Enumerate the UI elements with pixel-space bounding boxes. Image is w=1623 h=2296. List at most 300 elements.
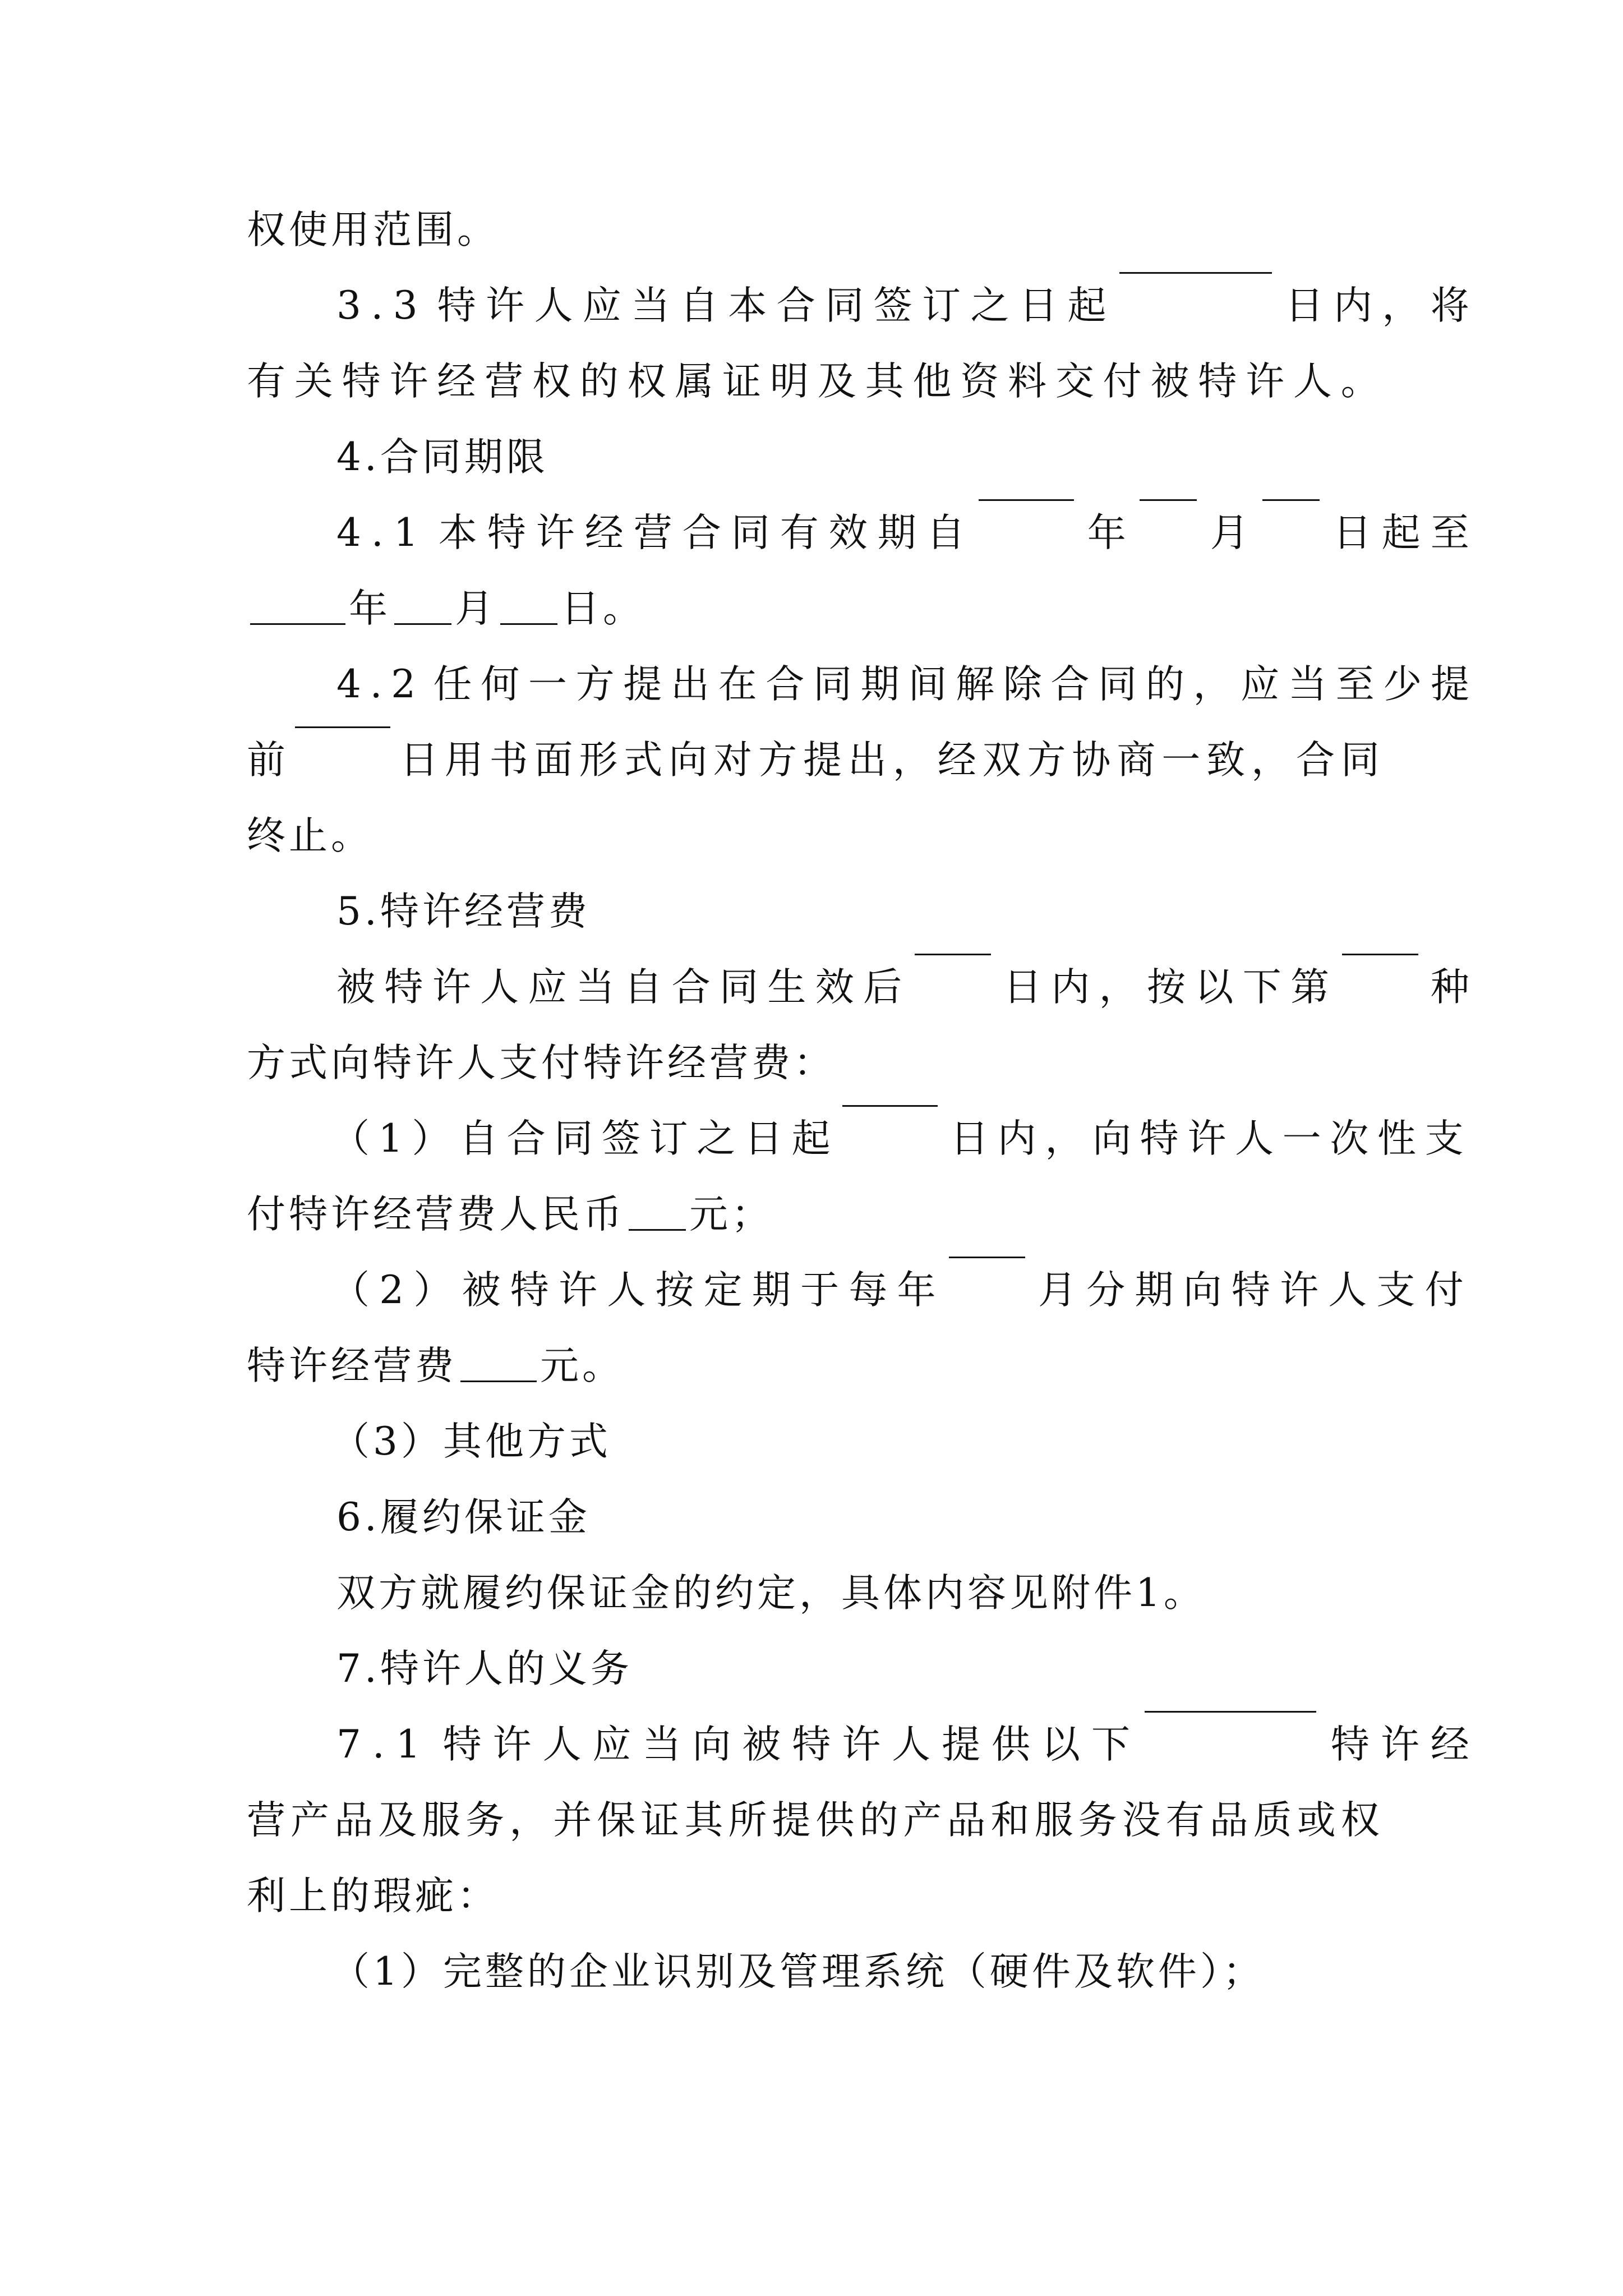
glyph: 应 — [1241, 662, 1280, 707]
glyph: 业 — [611, 1949, 653, 1994]
fill-in-blank — [842, 1105, 938, 1107]
paragraph-deposit — [247, 1559, 1469, 1627]
glyph: 特 — [384, 965, 423, 1010]
glyph: 间 — [908, 662, 947, 707]
glyph: 合 — [506, 1116, 546, 1161]
glyph: 许 — [625, 1041, 667, 1085]
glyph: ） — [412, 1116, 451, 1161]
glyph: ， — [1045, 1116, 1084, 1161]
glyph: 同 — [720, 965, 758, 1010]
glyph: 质 — [1253, 1798, 1292, 1843]
glyph: 营 — [633, 510, 672, 555]
clause-3-3 — [247, 272, 1469, 339]
glyph: . — [372, 1722, 385, 1767]
glyph: 书 — [489, 738, 528, 783]
glyph: 许 — [432, 965, 471, 1010]
glyph: 少 — [1383, 662, 1422, 707]
glyph: 有 — [780, 510, 819, 555]
glyph: 被 — [462, 1268, 501, 1313]
glyph: 完 — [442, 1949, 485, 1994]
glyph: 统 — [905, 1949, 948, 1994]
glyph: 定 — [703, 1268, 743, 1313]
glyph: 特 — [1330, 1722, 1370, 1767]
clause-4-2 — [247, 651, 1469, 718]
glyph: 合 — [1295, 738, 1335, 783]
glyph: 约 — [422, 1495, 464, 1540]
glyph: 理 — [821, 1949, 864, 1994]
glyph: 。 — [1163, 1571, 1206, 1616]
glyph: （ — [331, 1949, 373, 1994]
clause-4-1 — [247, 499, 1469, 567]
glyph: 权 — [1340, 1798, 1380, 1843]
glyph: 式 — [569, 1419, 611, 1464]
glyph: 每 — [849, 1268, 888, 1313]
fee-option-2 — [247, 1257, 1464, 1324]
clause-7-1 — [247, 1711, 1469, 1778]
glyph: 期 — [1135, 1268, 1174, 1313]
section-heading-5 — [247, 878, 1469, 945]
glyph: 终 — [247, 813, 289, 858]
glyph: （ — [331, 1116, 370, 1161]
glyph: 的 — [506, 1646, 548, 1691]
glyph: 月 — [1038, 1268, 1077, 1313]
fill-in-blank — [915, 954, 991, 955]
glyph: ， — [1099, 965, 1138, 1010]
glyph: 付 — [541, 1041, 583, 1085]
glyph: 服 — [422, 1798, 461, 1843]
glyph: 7 — [336, 1646, 365, 1691]
glyph: 同 — [731, 510, 770, 555]
glyph: 面 — [534, 738, 573, 783]
glyph: 软 — [1115, 1949, 1158, 1994]
glyph: 1 — [378, 1116, 403, 1161]
glyph: 生 — [767, 965, 806, 1010]
glyph: 被 — [336, 965, 375, 1010]
glyph: 使 — [289, 208, 331, 252]
glyph: 经 — [937, 738, 976, 783]
glyph: （ — [331, 1268, 370, 1313]
glyph: 其 — [684, 1798, 723, 1843]
glyph: 属 — [675, 359, 714, 404]
glyph: 容 — [967, 1571, 1009, 1616]
obligation-item-1 — [247, 1938, 1464, 2005]
glyph: 证 — [589, 1571, 631, 1616]
glyph: 当 — [575, 965, 615, 1010]
glyph: 式 — [624, 738, 663, 783]
glyph: 4 — [336, 510, 361, 555]
glyph: 约 — [505, 1571, 547, 1616]
glyph: 关 — [294, 359, 333, 404]
glyph: 权 — [627, 359, 666, 404]
glyph: 同 — [554, 1116, 593, 1161]
text-line — [247, 196, 1380, 264]
glyph: 日 — [1332, 510, 1372, 555]
glyph: 3 — [373, 1419, 401, 1464]
glyph: 别 — [695, 1949, 737, 1994]
glyph: 的 — [673, 1571, 715, 1616]
glyph: 具 — [841, 1571, 883, 1616]
glyph: 硬 — [989, 1949, 1032, 1994]
glyph: 同 — [1098, 662, 1137, 707]
text-line — [247, 802, 1380, 869]
glyph: 后 — [863, 965, 902, 1010]
fill-in-blank — [629, 1229, 686, 1231]
glyph: 按 — [1147, 965, 1186, 1010]
glyph: 元 — [540, 1343, 582, 1388]
glyph: 日 — [561, 586, 603, 631]
glyph: 营 — [506, 889, 548, 934]
glyph: 以 — [1195, 965, 1234, 1010]
glyph: 范 — [373, 208, 415, 252]
glyph: 自 — [459, 1116, 498, 1161]
glyph: 4 — [336, 435, 365, 480]
glyph: 方 — [1027, 738, 1066, 783]
glyph: 至 — [1335, 662, 1375, 707]
glyph: 期 — [464, 435, 506, 480]
text-line — [247, 575, 1380, 642]
glyph: 务 — [590, 1646, 633, 1691]
glyph: 经 — [1430, 1722, 1469, 1767]
text-line — [247, 1029, 1380, 1097]
glyph: 特 — [442, 1722, 482, 1767]
glyph: 及 — [378, 1798, 417, 1843]
glyph: 次 — [1330, 1116, 1369, 1161]
glyph: 种 — [1430, 965, 1469, 1010]
glyph: 的 — [1145, 662, 1184, 707]
glyph: 特 — [487, 510, 526, 555]
glyph: 特 — [247, 1343, 289, 1388]
fee-option-3 — [247, 1408, 1464, 1475]
glyph: 交 — [1055, 359, 1094, 404]
glyph: 1 — [1136, 1571, 1164, 1616]
glyph: ， — [892, 738, 932, 783]
glyph: . — [370, 662, 382, 707]
glyph: 许 — [389, 359, 428, 404]
glyph: 费 — [751, 1041, 794, 1085]
glyph: 料 — [1008, 359, 1046, 404]
glyph: 经 — [667, 1041, 709, 1085]
glyph: 年 — [1087, 510, 1126, 555]
glyph: 形 — [579, 738, 618, 783]
glyph: 合 — [776, 283, 815, 328]
glyph: ， — [1193, 662, 1232, 707]
glyph: 证 — [506, 1495, 548, 1540]
glyph: 向 — [692, 1722, 731, 1767]
glyph: 及 — [737, 1949, 780, 1994]
glyph: . — [364, 1495, 380, 1540]
glyph: 明 — [769, 359, 809, 404]
glyph: 特 — [583, 1041, 625, 1085]
glyph: 7 — [336, 1722, 361, 1767]
glyph: 当 — [631, 283, 670, 328]
glyph: 许 — [536, 510, 575, 555]
glyph: 见 — [1009, 1571, 1052, 1616]
glyph: 向 — [1183, 1268, 1222, 1313]
glyph: 产 — [291, 1798, 330, 1843]
glyph: 第 — [1290, 965, 1330, 1010]
glyph: 就 — [421, 1571, 463, 1616]
glyph: . — [364, 435, 380, 480]
glyph: ： — [794, 1041, 836, 1085]
glyph: ； — [731, 1192, 773, 1237]
glyph: 企 — [569, 1949, 611, 1994]
glyph: 日 — [1003, 965, 1042, 1010]
glyph: ， — [799, 1571, 841, 1616]
glyph: 将 — [1430, 283, 1469, 328]
fill-in-blank — [394, 623, 451, 625]
fill-in-blank — [979, 499, 1074, 501]
glyph: 识 — [653, 1949, 695, 1994]
glyph: 许 — [289, 1343, 331, 1388]
glyph: 有 — [1165, 1798, 1205, 1843]
glyph: 下 — [1091, 1722, 1130, 1767]
glyph: 解 — [956, 662, 995, 707]
glyph: 许 — [422, 889, 464, 934]
glyph: 许 — [486, 283, 525, 328]
glyph: 务 — [1078, 1798, 1117, 1843]
glyph: 日 — [744, 1116, 783, 1161]
glyph: ） — [400, 1949, 443, 1994]
glyph: 特 — [437, 283, 476, 328]
glyph: 件 — [1158, 1949, 1200, 1994]
glyph: 同 — [813, 662, 852, 707]
glyph: ， — [1382, 283, 1421, 328]
glyph: 合 — [1050, 662, 1090, 707]
glyph: 。 — [582, 1343, 624, 1388]
glyph: 营 — [415, 1192, 457, 1237]
glyph: 品 — [1209, 1798, 1248, 1843]
fill-in-blank — [295, 726, 390, 728]
glyph: 营 — [485, 359, 524, 404]
glyph: 同 — [422, 435, 464, 480]
glyph: 所 — [728, 1798, 767, 1843]
glyph: 向 — [1092, 1116, 1131, 1161]
glyph: 特 — [792, 1722, 831, 1767]
glyph: 限 — [506, 435, 548, 480]
glyph: 日 — [1285, 283, 1324, 328]
glyph: 除 — [1003, 662, 1042, 707]
glyph: ） — [413, 1268, 453, 1313]
fill-in-blank — [1145, 1711, 1316, 1713]
glyph: 应 — [582, 283, 621, 328]
glyph: 特 — [373, 1041, 415, 1085]
glyph: 许 — [1187, 1116, 1227, 1161]
glyph: 经 — [584, 510, 624, 555]
glyph: 营 — [709, 1041, 751, 1085]
text-line — [247, 1181, 1380, 1248]
glyph: 一 — [1161, 738, 1201, 783]
glyph: 人 — [1235, 1116, 1274, 1161]
glyph: 人 — [607, 1268, 646, 1313]
glyph: 人 — [457, 1041, 499, 1085]
glyph: . — [371, 510, 384, 555]
glyph: 。 — [603, 586, 645, 631]
glyph: 合 — [380, 435, 422, 480]
glyph: 向 — [331, 1041, 373, 1085]
section-heading-7 — [247, 1635, 1469, 1703]
glyph: 日 — [399, 738, 439, 783]
glyph: 权 — [532, 359, 571, 404]
glyph: 出 — [847, 738, 887, 783]
glyph: 于 — [800, 1268, 840, 1313]
glyph: 合 — [671, 965, 711, 1010]
glyph: 以 — [1041, 1722, 1080, 1767]
glyph: 产 — [903, 1798, 942, 1843]
glyph: 保 — [464, 1495, 506, 1540]
glyph: 许 — [842, 1722, 881, 1767]
glyph: 双 — [336, 1571, 379, 1616]
glyph: ； — [1223, 1949, 1265, 1994]
glyph: 供 — [815, 1798, 855, 1843]
glyph: 品 — [947, 1798, 986, 1843]
glyph: 件 — [1031, 1949, 1074, 1994]
section-heading-6 — [247, 1484, 1469, 1551]
glyph: 期 — [751, 1268, 791, 1313]
glyph: . — [364, 1646, 380, 1691]
glyph: 订 — [649, 1116, 688, 1161]
glyph: 合 — [682, 510, 721, 555]
glyph: 特 — [1198, 359, 1237, 404]
glyph: 特 — [289, 1192, 331, 1237]
glyph: 支 — [1376, 1268, 1415, 1313]
glyph: 人 — [892, 1722, 931, 1767]
glyph: 方 — [379, 1571, 421, 1616]
glyph: 商 — [1117, 738, 1156, 783]
glyph: 许 — [422, 1646, 464, 1691]
glyph: 提 — [942, 1722, 981, 1767]
glyph: 他 — [485, 1419, 527, 1464]
glyph: 营 — [373, 1343, 415, 1388]
glyph: 或 — [1297, 1798, 1336, 1843]
glyph: 许 — [492, 1722, 532, 1767]
glyph: 内 — [1333, 283, 1372, 328]
glyph: 其 — [442, 1419, 485, 1464]
glyph: 有 — [247, 359, 285, 404]
glyph: 特 — [342, 359, 381, 404]
glyph: 效 — [828, 510, 868, 555]
glyph: 对 — [713, 738, 753, 783]
glyph: 用 — [331, 208, 373, 252]
glyph: 。 — [1340, 359, 1380, 404]
paragraph-fee — [247, 954, 1469, 1021]
glyph: 2 — [391, 662, 416, 707]
glyph: 签 — [873, 283, 912, 328]
glyph: 付 — [247, 1192, 289, 1237]
glyph: 瑕 — [373, 1874, 415, 1918]
glyph: 币 — [583, 1192, 625, 1237]
glyph: 证 — [640, 1798, 680, 1843]
glyph: 提 — [1430, 662, 1469, 707]
glyph: 围 — [415, 208, 457, 252]
glyph: 期 — [877, 510, 916, 555]
glyph: 自 — [926, 510, 965, 555]
glyph: 性 — [1377, 1116, 1417, 1161]
glyph: 当 — [642, 1722, 681, 1767]
glyph: 1 — [393, 510, 418, 555]
glyph: 特 — [1231, 1268, 1270, 1313]
glyph: 许 — [559, 1268, 597, 1313]
glyph: 他 — [912, 359, 952, 404]
glyph: 日 — [949, 1116, 989, 1161]
glyph: 式 — [289, 1041, 331, 1085]
glyph: 本 — [438, 510, 477, 555]
glyph: 系 — [863, 1949, 906, 1994]
glyph: 何 — [481, 662, 520, 707]
glyph: ， — [1251, 738, 1290, 783]
glyph: 年 — [897, 1268, 936, 1313]
glyph: 应 — [592, 1722, 631, 1767]
glyph: ， — [509, 1798, 548, 1843]
glyph: 人 — [534, 283, 573, 328]
glyph: 之 — [970, 283, 1009, 328]
glyph: 内 — [997, 1116, 1036, 1161]
glyph: 同 — [825, 283, 864, 328]
glyph: 特 — [380, 1646, 422, 1691]
glyph: 资 — [960, 359, 999, 404]
glyph: 管 — [779, 1949, 822, 1994]
glyph: 许 — [1246, 359, 1285, 404]
glyph: 止 — [289, 813, 331, 858]
glyph: 内 — [925, 1571, 967, 1616]
glyph: 权 — [247, 208, 289, 252]
glyph: 整 — [485, 1949, 527, 1994]
glyph: 履 — [463, 1571, 505, 1616]
glyph: 一 — [528, 662, 567, 707]
glyph: ） — [1200, 1949, 1223, 1994]
glyph: 在 — [718, 662, 757, 707]
glyph: 约 — [715, 1571, 757, 1616]
glyph: 金 — [631, 1571, 673, 1616]
glyph: 证 — [722, 359, 762, 404]
fill-in-blank — [1262, 499, 1320, 501]
fill-in-blank — [1119, 272, 1272, 274]
fee-option-1 — [247, 1105, 1464, 1172]
glyph: 特 — [380, 889, 422, 934]
glyph: 月 — [455, 586, 497, 631]
glyph: 3 — [336, 283, 361, 328]
glyph: 经 — [464, 889, 506, 934]
glyph: 并 — [553, 1798, 592, 1843]
glyph: 方 — [575, 662, 615, 707]
glyph: 营 — [247, 1798, 285, 1843]
glyph: 签 — [601, 1116, 640, 1161]
fill-in-blank — [460, 1381, 537, 1382]
text-line — [247, 1787, 1380, 1854]
glyph: 起 — [791, 1116, 831, 1161]
glyph: 人 — [542, 1722, 582, 1767]
text-line — [247, 348, 1380, 415]
glyph: 金 — [548, 1495, 591, 1540]
text-line — [247, 1862, 1380, 1930]
text-line — [247, 1332, 1380, 1400]
glyph: （ — [331, 1419, 373, 1464]
glyph: 双 — [982, 738, 1021, 783]
glyph: 保 — [547, 1571, 589, 1616]
glyph: 提 — [803, 738, 842, 783]
glyph: 人 — [1293, 359, 1332, 404]
glyph: 元 — [689, 1192, 731, 1237]
glyph: 经 — [373, 1192, 415, 1237]
glyph: 人 — [1328, 1268, 1367, 1313]
glyph: 向 — [668, 738, 708, 783]
glyph: 起 — [1067, 283, 1106, 328]
glyph: 定 — [757, 1571, 799, 1616]
glyph: 6 — [336, 1495, 365, 1540]
glyph: 被 — [742, 1722, 781, 1767]
glyph: 年 — [349, 586, 391, 631]
glyph: 许 — [415, 1041, 457, 1085]
glyph: 应 — [528, 965, 567, 1010]
